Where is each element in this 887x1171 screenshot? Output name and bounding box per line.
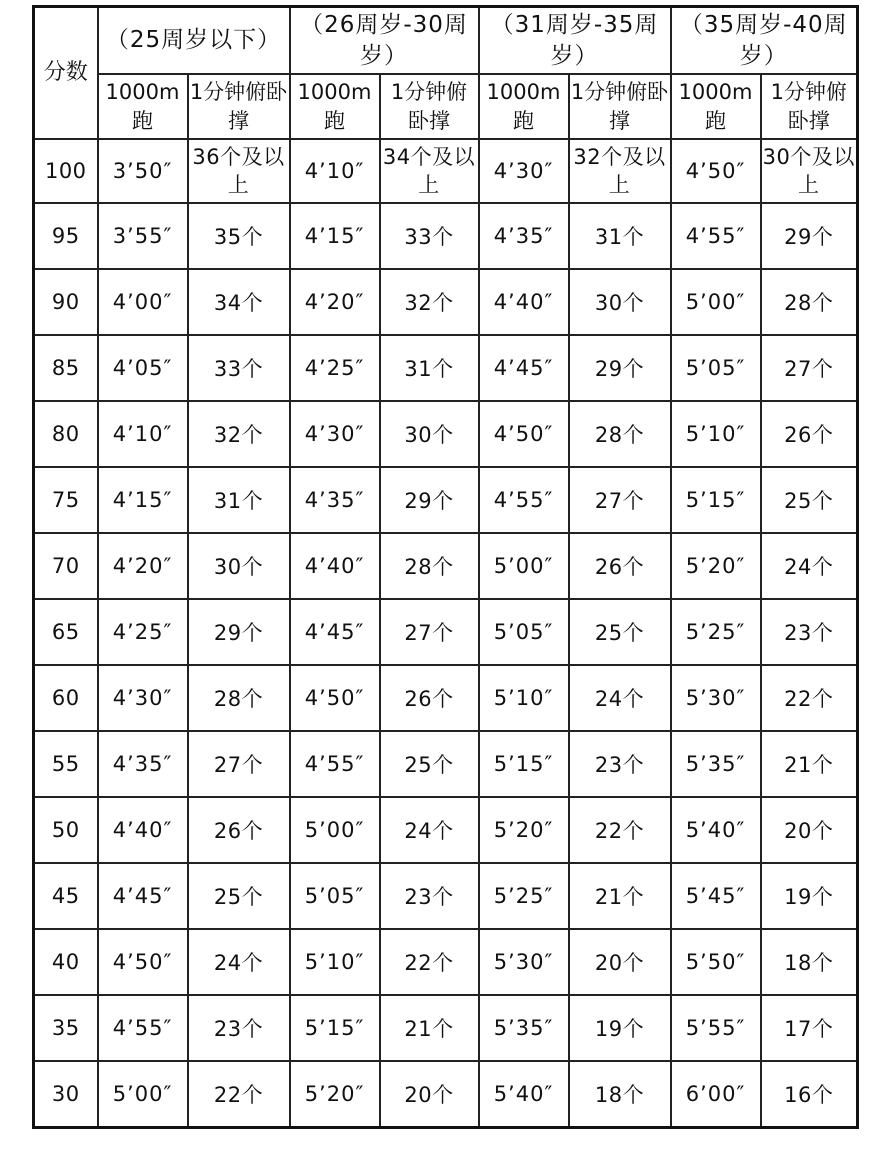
table-row	[34, 203, 858, 269]
pushup-count-cell: 24个	[380, 797, 479, 863]
score-cell: 30	[34, 1061, 98, 1128]
run-time-cell: 5’40″	[479, 1061, 569, 1128]
pushup-count-cell: 29个	[380, 467, 479, 533]
pushup-count-cell: 28个	[569, 401, 671, 467]
table-row	[34, 863, 858, 929]
pushup-count-cell: 31个	[380, 335, 479, 401]
age-group-header-4	[671, 7, 858, 75]
pushup-count-cell: 28个	[380, 533, 479, 599]
score-cell: 55	[34, 731, 98, 797]
run-time-cell: 4’55″	[671, 203, 761, 269]
pushup-count-cell: 35个	[188, 203, 290, 269]
run-time-cell: 5’20″	[671, 533, 761, 599]
run-time-cell: 4’30″	[290, 401, 380, 467]
run-time-cell: 4’30″	[479, 139, 569, 203]
run-time-cell: 4’05″	[98, 335, 188, 401]
run-time-cell: 4’45″	[98, 863, 188, 929]
pushup-count-cell: 21个	[761, 731, 858, 797]
age-group-header-3	[479, 7, 671, 75]
score-cell: 95	[34, 203, 98, 269]
age-group-header-1	[98, 7, 290, 75]
score-header-label: 分数	[43, 60, 88, 85]
table-row	[34, 995, 858, 1061]
run-time-cell: 4’50″	[671, 139, 761, 203]
run-time-cell: 4’40″	[479, 269, 569, 335]
run-time-cell: 4’15″	[98, 467, 188, 533]
pushup-count-cell: 19个	[569, 995, 671, 1061]
run-time-cell: 5’20″	[290, 1061, 380, 1128]
run-time-cell: 4’20″	[98, 533, 188, 599]
pushup-count-cell: 29个	[188, 599, 290, 665]
run-time-cell: 4’45″	[479, 335, 569, 401]
pushup-count-cell: 24个	[569, 665, 671, 731]
pushup-count-cell: 30个及以上	[761, 139, 858, 203]
table-row	[34, 467, 858, 533]
pushup-count-cell: 32个	[188, 401, 290, 467]
run-time-cell: 4’45″	[290, 599, 380, 665]
pushup-count-cell: 32个	[380, 269, 479, 335]
run-time-cell: 5’40″	[671, 797, 761, 863]
run-time-cell: 5’30″	[479, 929, 569, 995]
pushup-count-cell: 24个	[188, 929, 290, 995]
pushup-count-cell: 20个	[569, 929, 671, 995]
run-header-label: 1000m跑	[486, 79, 561, 133]
run-time-cell: 5’15″	[290, 995, 380, 1061]
run-time-cell: 4’35″	[479, 203, 569, 269]
pushup-count-cell: 21个	[380, 995, 479, 1061]
table-row	[34, 797, 858, 863]
run-time-cell: 5’50″	[671, 929, 761, 995]
run-time-cell: 4’30″	[98, 665, 188, 731]
run-time-cell: 5’35″	[479, 995, 569, 1061]
age-group-label: （25周岁以下）	[105, 27, 282, 53]
pushup-count-cell: 33个	[188, 335, 290, 401]
table-row	[34, 665, 858, 731]
run-time-cell: 5’15″	[479, 731, 569, 797]
pushup-count-cell: 23个	[380, 863, 479, 929]
pushup-count-cell: 26个	[761, 401, 858, 467]
pushup-count-cell: 30个	[380, 401, 479, 467]
pushup-header-label: 1分钟俯卧撑	[390, 79, 468, 133]
run-time-cell: 4’55″	[290, 731, 380, 797]
score-table	[32, 5, 859, 1129]
run-time-cell: 4’40″	[290, 533, 380, 599]
pushup-header-label: 1分钟俯卧撑	[189, 79, 288, 133]
pushup-count-cell: 29个	[569, 335, 671, 401]
score-cell: 65	[34, 599, 98, 665]
pushup-count-cell: 16个	[761, 1061, 858, 1128]
pushup-count-cell: 26个	[380, 665, 479, 731]
pushup-count-cell: 22个	[761, 665, 858, 731]
pushup-count-cell: 25个	[761, 467, 858, 533]
run-time-cell: 6’00″	[671, 1061, 761, 1128]
run-time-cell: 4’55″	[479, 467, 569, 533]
table-row	[34, 533, 858, 599]
pushup-count-cell: 23个	[569, 731, 671, 797]
score-header	[34, 7, 98, 140]
run-time-cell: 5’15″	[671, 467, 761, 533]
pushup-count-cell: 27个	[761, 335, 858, 401]
table-row	[34, 335, 858, 401]
pushup-count-cell: 31个	[569, 203, 671, 269]
score-cell: 70	[34, 533, 98, 599]
run-time-cell: 4’10″	[290, 139, 380, 203]
table-row	[34, 139, 858, 203]
run-header	[290, 74, 380, 139]
table-row	[34, 599, 858, 665]
pushup-count-cell: 22个	[188, 1061, 290, 1128]
run-header	[671, 74, 761, 139]
score-cell: 60	[34, 665, 98, 731]
pushup-count-cell: 32个及以上	[569, 139, 671, 203]
pushup-header-label: 1分钟俯卧撑	[570, 79, 669, 133]
table-row	[34, 1061, 858, 1128]
pushup-count-cell: 30个	[569, 269, 671, 335]
pushup-count-cell: 34个及以上	[380, 139, 479, 203]
run-header	[479, 74, 569, 139]
age-group-header-2	[290, 7, 479, 75]
run-time-cell: 3’55″	[98, 203, 188, 269]
table-row	[34, 401, 858, 467]
run-time-cell: 4’10″	[98, 401, 188, 467]
table-row	[34, 269, 858, 335]
run-time-cell: 5’55″	[671, 995, 761, 1061]
pushup-count-cell: 33个	[380, 203, 479, 269]
run-time-cell: 4’50″	[98, 929, 188, 995]
run-header	[98, 74, 188, 139]
run-time-cell: 5’10″	[479, 665, 569, 731]
run-time-cell: 4’35″	[290, 467, 380, 533]
run-time-cell: 5’05″	[290, 863, 380, 929]
pushup-count-cell: 27个	[569, 467, 671, 533]
run-time-cell: 5’10″	[290, 929, 380, 995]
pushup-count-cell: 26个	[188, 797, 290, 863]
table-row	[34, 929, 858, 995]
run-time-cell: 3’50″	[98, 139, 188, 203]
score-cell: 100	[34, 139, 98, 203]
run-time-cell: 5’45″	[671, 863, 761, 929]
run-time-cell: 5’00″	[479, 533, 569, 599]
pushup-header	[761, 74, 858, 139]
run-time-cell: 4’00″	[98, 269, 188, 335]
pushup-count-cell: 34个	[188, 269, 290, 335]
pushup-header	[380, 74, 479, 139]
pushup-count-cell: 27个	[188, 731, 290, 797]
pushup-count-cell: 27个	[380, 599, 479, 665]
pushup-count-cell: 18个	[761, 929, 858, 995]
run-time-cell: 5’00″	[671, 269, 761, 335]
pushup-count-cell: 30个	[188, 533, 290, 599]
run-header-label: 1000m跑	[678, 79, 753, 133]
pushup-count-cell: 28个	[188, 665, 290, 731]
run-time-cell: 4’15″	[290, 203, 380, 269]
score-cell: 90	[34, 269, 98, 335]
run-time-cell: 4’25″	[98, 599, 188, 665]
table-row	[34, 731, 858, 797]
pushup-count-cell: 17个	[761, 995, 858, 1061]
pushup-header-label: 1分钟俯卧撑	[770, 79, 847, 133]
pushup-count-cell: 23个	[761, 599, 858, 665]
run-time-cell: 4’40″	[98, 797, 188, 863]
score-cell: 50	[34, 797, 98, 863]
run-time-cell: 5’20″	[479, 797, 569, 863]
run-time-cell: 5’00″	[98, 1061, 188, 1128]
age-group-label: （31周岁-35周岁）	[490, 11, 659, 69]
run-time-cell: 5’35″	[671, 731, 761, 797]
pushup-count-cell: 21个	[569, 863, 671, 929]
run-time-cell: 5’10″	[671, 401, 761, 467]
score-cell: 40	[34, 929, 98, 995]
run-header-label: 1000m跑	[105, 79, 180, 133]
run-time-cell: 5’00″	[290, 797, 380, 863]
pushup-count-cell: 18个	[569, 1061, 671, 1128]
run-time-cell: 5’25″	[671, 599, 761, 665]
run-time-cell: 5’30″	[671, 665, 761, 731]
pushup-count-cell: 28个	[761, 269, 858, 335]
age-group-label: （26周岁-30周岁）	[300, 11, 468, 69]
pushup-count-cell: 20个	[761, 797, 858, 863]
score-cell: 35	[34, 995, 98, 1061]
pushup-header	[188, 74, 290, 139]
score-cell: 80	[34, 401, 98, 467]
run-time-cell: 5’05″	[671, 335, 761, 401]
run-time-cell: 4’50″	[479, 401, 569, 467]
pushup-count-cell: 23个	[188, 995, 290, 1061]
age-group-label: （35周岁-40周岁）	[679, 11, 848, 69]
pushup-count-cell: 20个	[380, 1061, 479, 1128]
run-time-cell: 4’55″	[98, 995, 188, 1061]
pushup-count-cell: 24个	[761, 533, 858, 599]
run-time-cell: 4’20″	[290, 269, 380, 335]
run-time-cell: 5’25″	[479, 863, 569, 929]
pushup-count-cell: 22个	[380, 929, 479, 995]
pushup-count-cell: 25个	[380, 731, 479, 797]
run-time-cell: 4’35″	[98, 731, 188, 797]
run-header-label: 1000m跑	[297, 79, 372, 133]
pushup-count-cell: 19个	[761, 863, 858, 929]
run-time-cell: 4’25″	[290, 335, 380, 401]
run-time-cell: 5’05″	[479, 599, 569, 665]
run-time-cell: 4’50″	[290, 665, 380, 731]
pushup-count-cell: 29个	[761, 203, 858, 269]
score-cell: 45	[34, 863, 98, 929]
pushup-count-cell: 26个	[569, 533, 671, 599]
pushup-count-cell: 36个及以上	[188, 139, 290, 203]
pushup-count-cell: 25个	[188, 863, 290, 929]
pushup-count-cell: 25个	[569, 599, 671, 665]
score-cell: 85	[34, 335, 98, 401]
pushup-count-cell: 22个	[569, 797, 671, 863]
pushup-header	[569, 74, 671, 139]
pushup-count-cell: 31个	[188, 467, 290, 533]
score-cell: 75	[34, 467, 98, 533]
